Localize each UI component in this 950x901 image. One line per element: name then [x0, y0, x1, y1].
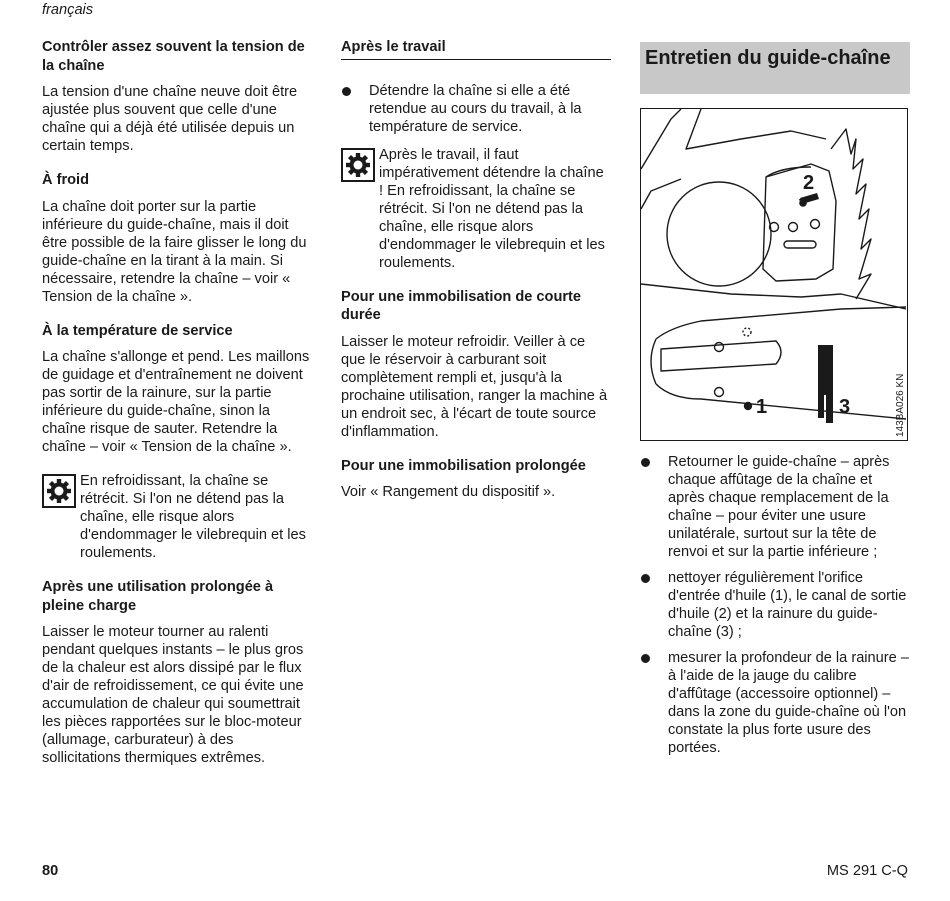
note-after-work-text: Après le travail, il faut impérativement détendre la chaîne ! En refroidissant, la chaîne se rétrécit. Si l'on ne détend pas la chaîne, elle risque alors d'endommager le vilebrequin et les roulements.: [379, 146, 605, 271]
bullet-icon: [641, 574, 650, 583]
list-item: [640, 453, 910, 561]
figure-code: 143BA026 KN: [895, 373, 906, 437]
heading-after-work: Après le travail: [341, 38, 611, 60]
heading-short-storage: Pour une immobilisation de courte durée: [341, 288, 582, 323]
after-work-list: [341, 82, 611, 136]
bullet-icon: [641, 654, 650, 663]
guide-bar-figure: [640, 108, 908, 441]
bullet-icon: [641, 458, 650, 467]
guide-bar-illustration: [641, 109, 906, 439]
list-item: [341, 82, 611, 136]
figure-label-2: 2: [803, 172, 815, 194]
bullet-icon: [342, 87, 351, 96]
paragraph-full-load: Laisser le moteur tourner au ralenti pendant quelques instants – le plus gros de la chaleur est alors dissipé par le flux d'air de refroidissement, ce qui évite une accumulation de chaleur qui soumettrait les pièces rapportées sur le bloc-moteur (allumage, carburateur) à des sollicitations thermiques extrêmes.: [42, 624, 304, 766]
note-after-work: [341, 146, 611, 272]
heading-chain-tension: Contrôler assez souvent la tension de la chaîne: [42, 39, 305, 74]
model-name: MS 291 C-Q: [826, 863, 908, 879]
figure-label-1: 1: [756, 396, 768, 418]
note-cooling-text: En refroidissant, la chaîne se rétrécit. Si l'on ne détend pas la chaîne, elle risque alors d'endommager le vilebrequin et les roulements.: [80, 473, 306, 561]
gear-icon: [42, 474, 76, 508]
column-left: [42, 38, 312, 783]
list-item-text: nettoyer régulièrement l'orifice d'entrée d'huile (1), le canal de sortie d'huile (2) et la rainure du guide-chaîne (3) ;: [668, 570, 907, 640]
heading-operating-temperature: À la température de service: [42, 322, 233, 339]
list-item-text: Retourner le guide-chaîne – après chaque affûtage de la chaîne et après chaque remplacement de la chaîne – pour éviter une usure unilatérale, surtout sur la tête de renvoi et sur la partie inférieure ;: [668, 454, 890, 560]
guide-bar-maintenance-list: [640, 453, 910, 757]
list-item-text: mesurer la profondeur de la rainure – à l'aide de la jauge du calibre d'affûtage (accessoire optionnel) – dans la zone du guide-chaîne où l'on constate la plus forte usure des portées.: [668, 650, 909, 756]
list-item: [640, 569, 910, 641]
page-number: 80: [42, 863, 59, 879]
list-item: [640, 649, 910, 757]
paragraph-chain-tension: La tension d'une chaîne neuve doit être ajustée plus souvent que celle d'une chaîne qui a déjà été utilisée depuis un certain temps.: [42, 84, 298, 154]
paragraph-operating-temperature: La chaîne s'allonge et pend. Les maillons de guidage et d'entraînement ne doivent pas sortir de la rainure, sur la partie inférieure du guide-chaîne, sinon la chaîne risque de sauter. Retendre la chaîne – voir « Tension de la chaîne ».: [42, 349, 310, 455]
paragraph-cold: La chaîne doit porter sur la partie inférieure du guide-chaîne, mais il doit être possible de la faire glisser le long du guide-chaîne en la tirant à la main. Si nécessaire, retendre la chaîne – voir « Tension de la chaîne ».: [42, 198, 307, 305]
list-item-text: Détendre la chaîne si elle a été retendue au cours du travail, à la température de service.: [369, 82, 582, 135]
column-right: [640, 42, 910, 765]
heading-cold: À froid: [42, 172, 90, 188]
heading-full-load: Après une utilisation prolongée à pleine charge: [42, 579, 274, 614]
gear-icon: [341, 148, 375, 182]
column-middle: [341, 38, 611, 517]
note-cooling: [42, 472, 312, 562]
language-label: français: [42, 2, 94, 18]
figure-label-3: 3: [839, 396, 851, 418]
paragraph-short-storage: Laisser le moteur refroidir. Veiller à ce que le réservoir à carburant soit complètement rempli et, jusqu'à la prochaine utilisation, ranger la machine à un endroit sec, à l'écart de toute source d'inflammation.: [341, 333, 608, 440]
paragraph-long-storage: Voir « Rangement du dispositif ».: [341, 484, 556, 500]
section-title: Entretien du guide-chaîne: [640, 42, 910, 94]
heading-long-storage: Pour une immobilisation prolongée: [341, 457, 586, 474]
